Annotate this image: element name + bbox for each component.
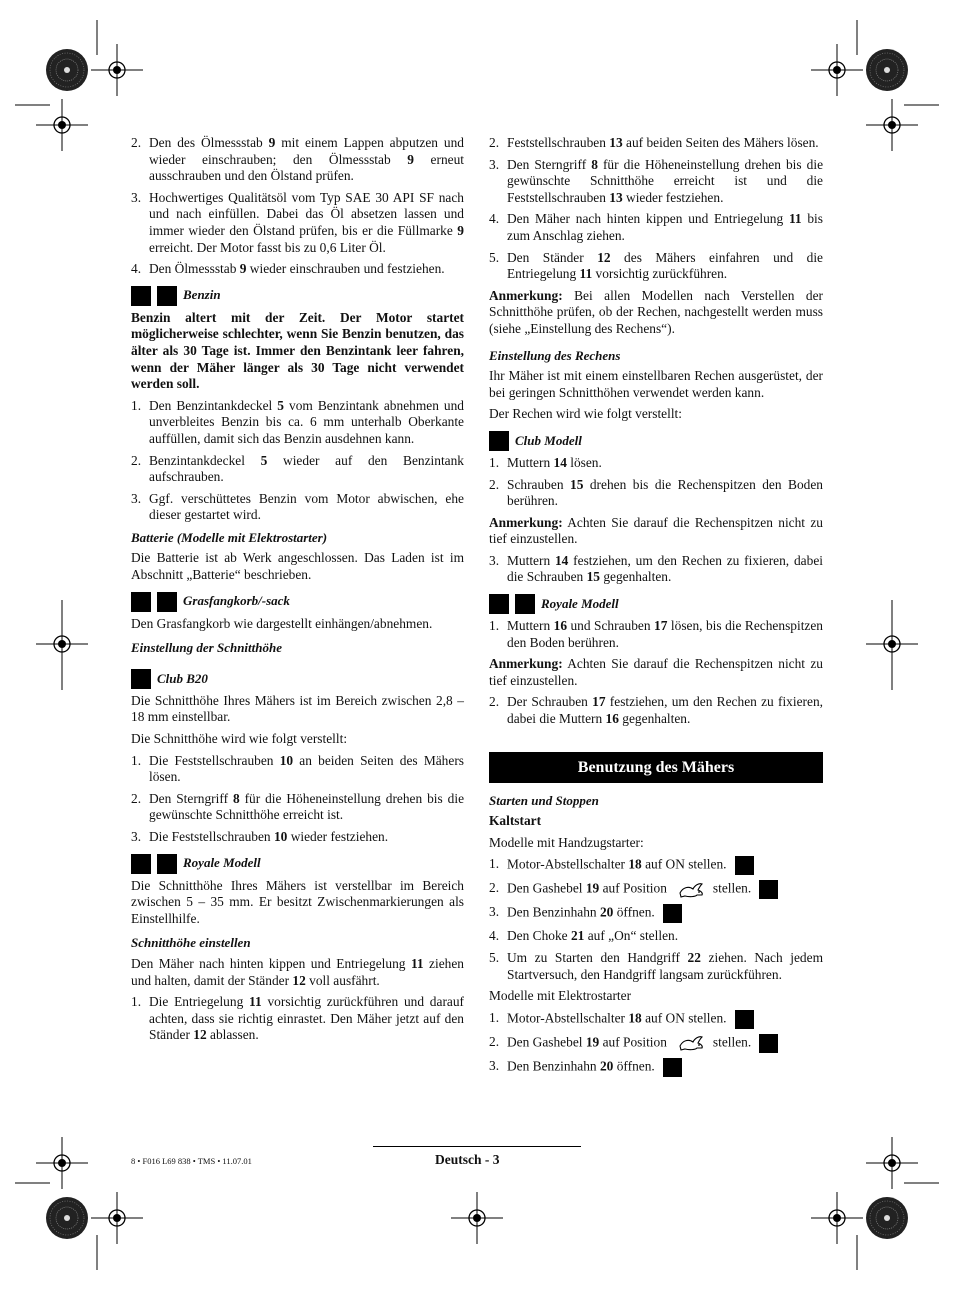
- list-item: [489, 904, 823, 923]
- list-item: [489, 250, 823, 283]
- list-text: Motor-Abstellschalter 18 auf ON stellen.: [507, 856, 727, 872]
- royale-rechen-steps2: [489, 694, 823, 727]
- list-text: Den Sterngriff 8 für die Höheneinstellung drehen bis die gewünschte Schnitthöhe erreicht ist und die Feststellschrauben 13 wieder festziehen.: [507, 156, 824, 205]
- list-number: 1.: [131, 994, 142, 1010]
- list-number: 4.: [131, 261, 142, 277]
- kaltstart-label: Kaltstart: [489, 813, 542, 829]
- start-heading: Starten und Stoppen: [489, 792, 599, 808]
- list-number: 3.: [489, 156, 500, 172]
- list-item: [489, 135, 823, 152]
- list-number: 2.: [489, 880, 500, 896]
- list-text: Den Ölmessstab 9 wieder einschrauben und festziehen.: [149, 261, 445, 277]
- list-item: [131, 135, 464, 185]
- list-number: 4.: [489, 211, 500, 227]
- list-number: 1.: [489, 618, 500, 634]
- list-item: [489, 928, 823, 945]
- royale-heading: Royale Modell: [131, 854, 464, 874]
- list-text: Schrauben 15 drehen bis die Rechenspitzen den Boden berühren.: [507, 476, 823, 509]
- footer-code: 8 • F016 L69 838 • TMS • 11.07.01: [131, 1156, 252, 1166]
- list-number: 1.: [489, 1009, 500, 1025]
- royale-modell-heading: Royale Modell: [489, 594, 823, 614]
- list-text: Die Feststellschrauben 10 an beiden Seiten des Mähers lösen.: [149, 752, 464, 785]
- list-number: 2.: [131, 135, 142, 150]
- symbol-block-icon: [489, 431, 509, 451]
- list-item: [131, 190, 464, 256]
- anmerkung-2: Anmerkung: Achten Sie darauf die Rechenspitzen nicht zu tief einzustellen.: [489, 514, 823, 547]
- list-item: [131, 829, 464, 846]
- club-rechen-steps: [489, 455, 823, 510]
- list-number: 4.: [489, 928, 500, 944]
- list-text: Benzintankdeckel 5 wieder auf den Benzintank aufschrauben.: [149, 452, 464, 485]
- list-item: [489, 211, 823, 244]
- list-number: 2.: [131, 452, 142, 468]
- list-number: 3.: [489, 552, 500, 568]
- gras-heading: Grasfangkorb/-sack: [131, 592, 464, 612]
- list-item: [131, 994, 464, 1044]
- list-item: [489, 455, 823, 472]
- schnitt-einst-steps: [131, 994, 464, 1044]
- list-item: [489, 157, 823, 207]
- club-b20-heading: Club B20: [131, 669, 464, 689]
- list-text: Feststellschrauben 13 auf beiden Seiten des Mähers lösen.: [507, 135, 819, 150]
- schnitt-einst-heading: Schnitthöhe einstellen: [131, 935, 251, 951]
- list-text-tail: stellen.: [712, 1034, 752, 1050]
- list-text: Den des Ölmessstab 9 mit einem Lappen abputzen und wieder einschrauben; den Ölmessstab 9 erneut ausschrauben und den Ölstand prüfen.: [149, 135, 465, 184]
- list-number: 2.: [131, 790, 142, 806]
- list-item: [131, 261, 464, 278]
- list-number: 2.: [489, 694, 500, 710]
- list-text: Den Ständer 12 des Mähers einfahren und die Entriegelung 11 vorsichtig zurückführen.: [507, 249, 823, 282]
- list-text: Den Benzinhahn 20 öffnen.: [507, 1058, 655, 1074]
- benzin-steps: [131, 398, 464, 524]
- symbol-block-icon: [515, 594, 535, 614]
- list-text: Den Sterngriff 8 für die Höheneinstellung drehen bis die gewünschte Schnitthöhe erreicht ist.: [149, 790, 465, 823]
- list-text: Die Entriegelung 11 vorsichtig zurückführen und darauf achten, dass sie richtig einrastet. Den Mäher jetzt auf den Ständer 12 ablassen.: [149, 994, 464, 1043]
- list-text: Den Benzinhahn 20 öffnen.: [507, 904, 655, 920]
- symbol-block-icon: [157, 592, 177, 612]
- batterie-heading: Batterie (Modelle mit Elektrostarter): [131, 529, 328, 545]
- symbol-block-icon: [131, 854, 151, 874]
- list-item: [489, 880, 823, 899]
- list-text: Ggf. verschüttetes Benzin vom Motor abwischen, ehe dieser gestartet wird.: [149, 490, 464, 523]
- symbol-block-icon: [489, 594, 509, 614]
- list-number: 1.: [489, 856, 500, 872]
- oel-steps: [131, 135, 464, 278]
- list-number: 1.: [131, 752, 142, 768]
- schnitt-heading: Einstellung der Schnitthöhe: [131, 640, 282, 656]
- list-item: [489, 950, 823, 983]
- rabbit-fast-icon: [677, 881, 705, 899]
- hand-steps: [489, 856, 823, 983]
- footer-page: Deutsch - 3: [435, 1152, 500, 1167]
- benzin-heading: Benzin: [131, 286, 464, 306]
- list-text: Den Gashebel 19 auf Position: [507, 1034, 667, 1050]
- club-text1: Die Schnitthöhe Ihres Mähers ist im Bereich zwischen 2,8 – 18 mm einstellbar.: [131, 692, 464, 725]
- symbol-block-icon: [735, 1010, 754, 1029]
- rechen-text1: Ihr Mäher ist mit einem einstellbaren Rechen ausgerüstet, der bei geringen Schnitthöhen verwendet werden kann.: [489, 368, 823, 400]
- list-item: [131, 453, 464, 486]
- symbol-block-icon: [663, 904, 682, 923]
- symbol-block-icon: [663, 1058, 682, 1077]
- symbol-block-icon: [157, 854, 177, 874]
- club-steps: [131, 753, 464, 846]
- schnitt-einst-text: Den Mäher nach hinten kippen und Entriegelung 11 ziehen und halten, damit der Ständer 12 voll ausfährt.: [131, 955, 464, 988]
- list-number: 2.: [489, 476, 500, 492]
- rechen-heading: Einstellung des Rechens: [489, 347, 621, 363]
- list-item: [489, 1010, 823, 1029]
- list-text: Hochwertiges Qualitätsöl vom Typ SAE 30 API SF nach und nach einfüllen. Dabei das Öl absetzen lassen und immer wieder den Ölstand prüfen, bis er die Füllmarke 9 erreicht. Der Motor fasst bis zu 0,6 Liter Öl.: [149, 189, 464, 255]
- gras-text: Den Grasfangkorb wie dargestellt einhängen/abnehmen.: [131, 615, 433, 631]
- list-item: [131, 791, 464, 824]
- list-item: [131, 491, 464, 524]
- symbol-block-icon: [131, 286, 151, 306]
- elektro-steps: [489, 1010, 823, 1077]
- list-item: [489, 477, 823, 510]
- list-text: Um zu Starten den Handgriff 22 ziehen. Nach jedem Startversuch, den Handgriff langsam zurückführen.: [507, 950, 823, 982]
- hand-intro: Modelle mit Handzugstarter:: [489, 834, 644, 850]
- list-number: 3.: [489, 904, 500, 920]
- rechen-text2: Der Rechen wird wie folgt verstellt:: [489, 406, 682, 422]
- list-text: Den Mäher nach hinten kippen und Entriegelung 11 bis zum Anschlag ziehen.: [507, 211, 823, 243]
- list-item: [131, 398, 464, 448]
- footer-rule: [373, 1146, 581, 1147]
- symbol-block-icon: [759, 880, 778, 899]
- list-item: [489, 553, 823, 586]
- list-number: 3.: [131, 189, 142, 205]
- list-text: Den Benzintankdeckel 5 vom Benzintank abnehmen und unverbleites Benzin bis ca. 6 mm unterhalb Oberkante auffüllen, damit sich das Benzin ausdehnen kann.: [149, 397, 465, 446]
- club-text2: Die Schnitthöhe wird wie folgt verstellt:: [131, 731, 348, 747]
- anmerkung-3: Anmerkung: Achten Sie darauf die Rechenspitzen nicht zu tief einzustellen.: [489, 656, 823, 688]
- list-text: Den Choke 21 auf „On“ stellen.: [507, 928, 679, 944]
- list-number: 3.: [131, 490, 142, 506]
- list-text-tail: stellen.: [712, 880, 752, 896]
- elektro-intro: Modelle mit Elektrostarter: [489, 988, 632, 1004]
- list-item: [489, 856, 823, 875]
- list-text: Muttern 16 und Schrauben 17 lösen, bis die Rechenspitzen den Boden berühren.: [507, 618, 824, 650]
- list-text: Muttern 14 lösen.: [507, 454, 602, 470]
- symbol-block-icon: [131, 592, 151, 612]
- list-item: [489, 694, 823, 727]
- club-rechen-steps2: [489, 553, 823, 586]
- list-text: Die Feststellschrauben 10 wieder festziehen.: [149, 829, 389, 844]
- right-column: [489, 135, 823, 1082]
- anmerkung-1: Anmerkung: Bei allen Modellen nach Verstellen der Schnitthöhe prüfen, ob der Rechen, nachgestellt werden muss (siehe „Einstellung des Rechens“).: [489, 287, 823, 336]
- royale-text: Die Schnitthöhe Ihres Mähers ist verstellbar im Bereich zwischen 5 – 35 mm. Er besitzt Zwischenmarkierungen als Einstellhilfe.: [131, 877, 464, 926]
- list-number: 1.: [489, 454, 500, 470]
- list-item: [131, 753, 464, 786]
- list-number: 5.: [489, 249, 500, 265]
- section-banner: Benutzung des Mähers: [489, 752, 823, 783]
- list-number: 1.: [131, 397, 142, 413]
- list-item: [489, 618, 823, 651]
- symbol-block-icon: [157, 286, 177, 306]
- list-item: [489, 1034, 823, 1053]
- list-text: Den Gashebel 19 auf Position: [507, 880, 667, 896]
- list-text: Der Schrauben 17 festziehen, um den Rechen zu fixieren, dabei die Muttern 16 gegenhalten.: [507, 694, 823, 727]
- list-number: 2.: [489, 135, 500, 150]
- list-number: 5.: [489, 950, 500, 965]
- rabbit-fast-icon: [677, 1034, 705, 1052]
- list-text: Motor-Abstellschalter 18 auf ON stellen.: [507, 1010, 727, 1026]
- symbol-block-icon: [735, 856, 754, 875]
- left-column: [131, 135, 464, 1049]
- symbol-block-icon: [759, 1034, 778, 1053]
- symbol-block-icon: [131, 669, 151, 689]
- list-number: 2.: [489, 1033, 500, 1049]
- list-item: [489, 1058, 823, 1077]
- list-text: Muttern 14 festziehen, um den Rechen zu fixieren, dabei die Schrauben 15 gegenhalten.: [507, 552, 823, 585]
- list-number: 3.: [489, 1057, 500, 1073]
- club-modell-heading: Club Modell: [489, 431, 823, 451]
- benzin-warning: Benzin altert mit der Zeit. Der Motor startet möglicherweise schlechter, wenn Sie Benzin benutzen, das älter als 30 Tage ist. Immer den Benzintank leer fahren, wenn der Mäher länger als 30 Tage nicht verwendet werden soll.: [131, 309, 464, 392]
- royale-rechen-steps: [489, 618, 823, 651]
- right-steps-a: [489, 135, 823, 283]
- batterie-text: Die Batterie ist ab Werk angeschlossen. Das Laden ist im Abschnitt „Batterie“ beschrieben.: [131, 550, 464, 583]
- list-number: 3.: [131, 829, 142, 844]
